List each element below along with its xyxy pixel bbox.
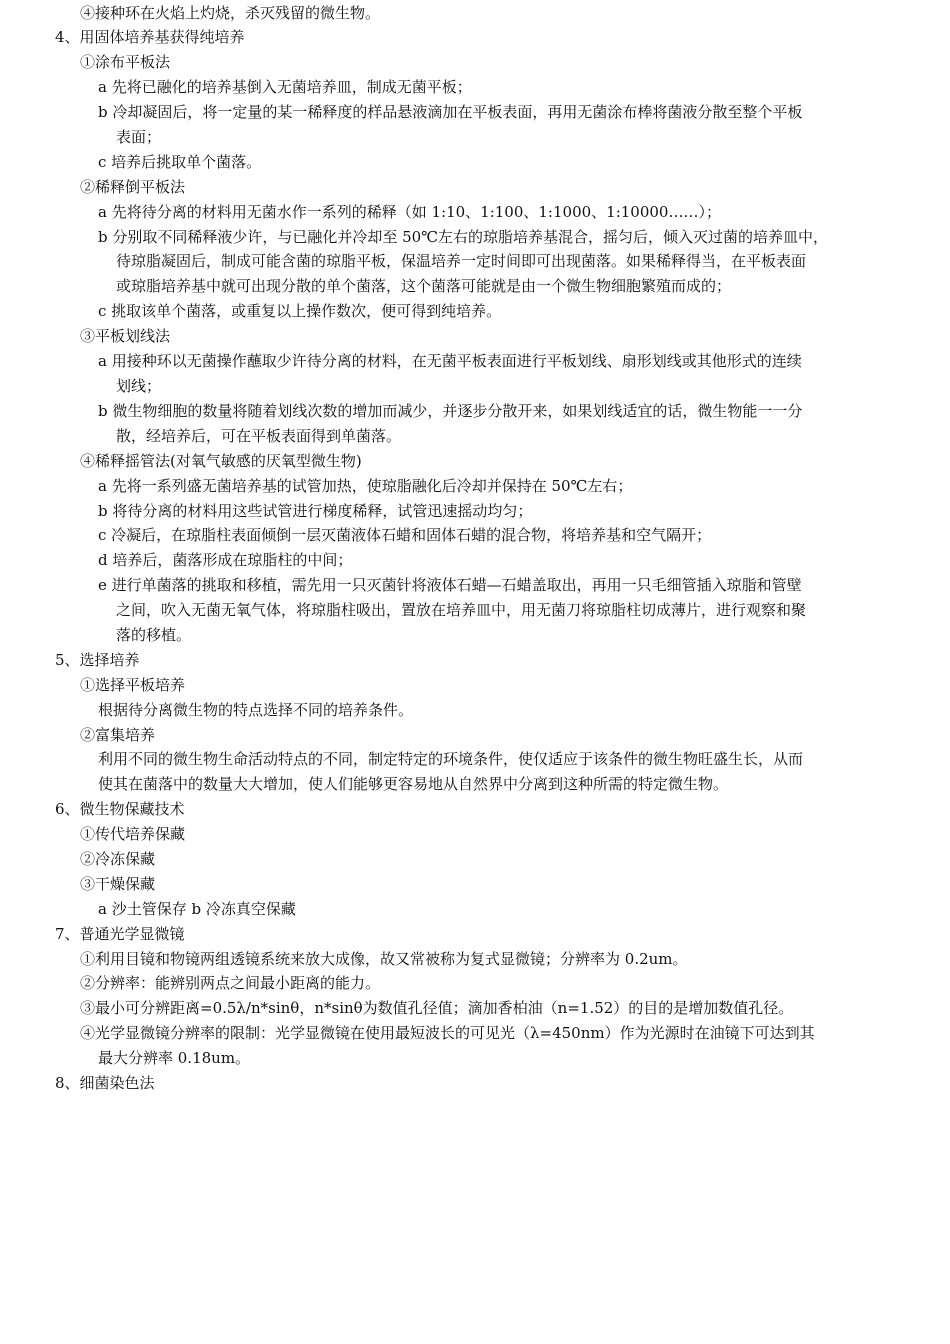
list-item: e 进行单菌落的挑取和移植，需先用一只灭菌针将液体石蜡—石蜡盖取出，再用一只毛细管插入琼脂和管壁: [98, 576, 802, 594]
subsection-heading: ②稀释倒平板法: [80, 178, 186, 196]
subsection-heading: ①传代培养保藏: [80, 825, 186, 843]
list-item: a 先将已融化的培养基倒入无菌培养皿，制成无菌平板；: [98, 78, 472, 96]
section-heading: 8、细菌染色法: [55, 1074, 155, 1092]
list-item: c 冷凝后，在琼脂柱表面倾倒一层灭菌液体石蜡和固体石蜡的混合物，将培养基和空气隔开；: [98, 526, 712, 544]
list-item: a 先将一系列盛无菌培养基的试管加热，使琼脂融化后冷却并保持在 50℃左右；: [98, 477, 633, 495]
list-item: c 培养后挑取单个菌落。: [98, 153, 262, 171]
list-item: c 挑取该单个菌落，或重复以上操作数次，便可得到纯培养。: [98, 302, 502, 320]
list-item: b 分别取不同稀释液少许，与已融化并冷却至 50℃左右的琼脂培养基混合，摇匀后，倾入灭过菌的培养皿中，: [98, 228, 829, 246]
list-item: a 沙土管保存 b 冷冻真空保藏: [98, 900, 296, 918]
paragraph: ④接种环在火焰上灼烧，杀灭残留的微生物。: [80, 4, 381, 22]
subsection-heading: ③平板划线法: [80, 327, 171, 345]
list-item-continuation: 划线；: [116, 377, 162, 395]
list-item-continuation: 表面；: [116, 128, 162, 146]
list-item: a 用接种环以无菌操作蘸取少许待分离的材料，在无菌平板表面进行平板划线、扇形划线或其他形式的连续: [98, 352, 802, 370]
subsection-heading: ②冷冻保藏: [80, 850, 156, 868]
list-item: ②分辨率：能辨别两点之间最小距离的能力。: [80, 974, 381, 992]
list-item: b 冷却凝固后，将一定量的某一稀释度的样品悬液滴加在平板表面，再用无菌涂布棒将菌液分散至整个平板: [98, 103, 803, 121]
list-item: ④光学显微镜分辨率的限制：光学显微镜在使用最短波长的可见光（λ=450nm）作为光源时在油镜下可达到其: [80, 1024, 815, 1042]
section-heading: 6、微生物保藏技术: [55, 800, 185, 818]
list-item-continuation: 散，经培养后，可在平板表面得到单菌落。: [116, 427, 402, 445]
subsection-heading: ③干燥保藏: [80, 875, 156, 893]
list-item-continuation: 之间，吹入无菌无氧气体，将琼脂柱吸出，置放在培养皿中，用无菌刀将琼脂柱切成薄片，进行观察和聚: [116, 601, 807, 619]
subsection-heading: ①选择平板培养: [80, 676, 186, 694]
paragraph: 使其在菌落中的数量大大增加，使人们能够更容易地从自然界中分离到这种所需的特定微生物。: [98, 775, 729, 793]
paragraph: 利用不同的微生物生命活动特点的不同，制定特定的环境条件，使仅适应于该条件的微生物旺盛生长，从而: [98, 750, 804, 768]
section-heading: 7、普通光学显微镜: [55, 925, 185, 943]
subsection-heading: ④稀释摇管法(对氧气敏感的厌氧型微生物): [80, 452, 362, 470]
section-heading: 5、选择培养: [55, 651, 140, 669]
subsection-heading: ①涂布平板法: [80, 53, 171, 71]
list-item-continuation: 落的移植。: [116, 626, 192, 644]
list-item: a 先将待分离的材料用无菌水作一系列的稀释（如 1:10、1:100、1:1000、1:10000……）；: [98, 203, 721, 221]
list-item-continuation: 或琼脂培养基中就可出现分散的单个菌落，这个菌落可能就是由一个微生物细胞繁殖而成的；: [116, 277, 732, 295]
list-item-continuation: 最大分辨率 0.18um。: [98, 1049, 251, 1067]
subsection-heading: ②富集培养: [80, 726, 156, 744]
list-item: b 将待分离的材料用这些试管进行梯度稀释，试管迅速摇动均匀；: [98, 502, 533, 520]
list-item: d 培养后，菌落形成在琼脂柱的中间；: [98, 551, 353, 569]
list-item: b 微生物细胞的数量将随着划线次数的增加而减少，并逐步分散开来，如果划线适宜的话，微生物能一一分: [98, 402, 803, 420]
list-item-continuation: 待琼脂凝固后，制成可能含菌的琼脂平板，保温培养一定时间即可出现菌落。如果稀释得当，在平板表面: [116, 252, 807, 270]
list-item: ③最小可分辨距离=0.5λ/n*sinθ，n*sinθ为数值孔径值；滴加香柏油（n=1.52）的目的是增加数值孔径。: [80, 999, 794, 1017]
section-heading: 4、用固体培养基获得纯培养: [55, 28, 245, 46]
list-item: ①利用目镜和物镜两组透镜系统来放大成像，故又常被称为复式显微镜；分辨率为 0.2um。: [80, 950, 688, 968]
paragraph: 根据待分离微生物的特点选择不同的培养条件。: [98, 701, 414, 719]
